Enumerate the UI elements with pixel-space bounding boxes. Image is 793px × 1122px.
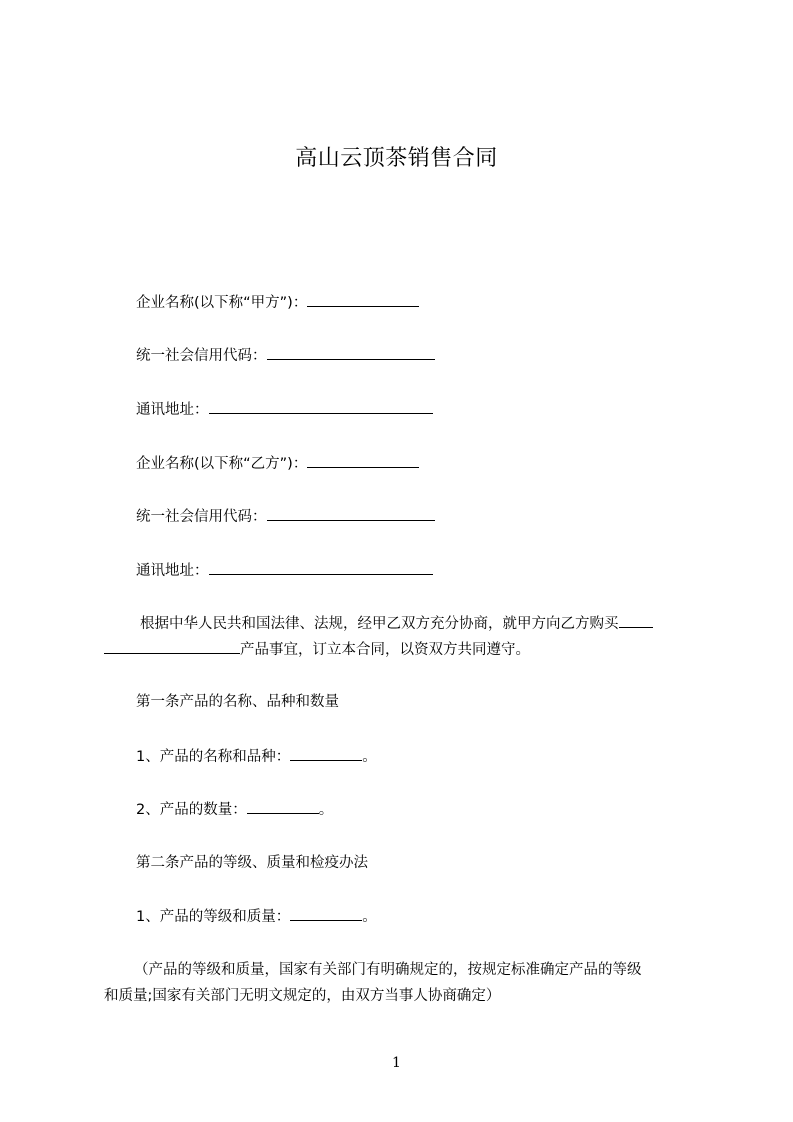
party-a-name-label: 企业名称(以下称“甲方”)： — [136, 295, 308, 311]
article-2-note-line-2: 和质量;国家有关部门无明文规定的，由双方当事人协商确定） — [104, 988, 501, 1004]
party-b-credit-field — [136, 506, 435, 527]
article-2-item-1 — [136, 906, 377, 927]
party-b-address-label: 通讯地址： — [136, 563, 209, 579]
preamble-text-2: 产品事宜，订立本合同，以资双方共同遵守。 — [240, 642, 530, 658]
party-a-credit-field — [136, 345, 435, 366]
article-1-item-2 — [136, 799, 333, 820]
preamble-text-1: 根据中华人民共和国法律、法规，经甲乙双方充分协商，就甲方向乙方购买 — [140, 616, 619, 632]
party-a-address-label: 通讯地址： — [136, 402, 209, 418]
party-a-name-blank[interactable] — [307, 292, 419, 307]
page-number: 1 — [392, 1055, 401, 1071]
party-b-name-blank[interactable] — [307, 453, 419, 468]
party-b-credit-blank[interactable] — [267, 506, 435, 521]
product-blank-part2[interactable] — [104, 639, 240, 654]
product-blank-part1[interactable] — [619, 613, 653, 628]
article-1-heading: 第一条产品的名称、品种和数量 — [136, 694, 339, 710]
party-a-credit-label: 统一社会信用代码： — [136, 348, 267, 364]
party-a-address-blank[interactable] — [209, 399, 433, 414]
article-1-item-1-label: 1、产品的名称和品种： — [136, 749, 291, 765]
party-b-address-field — [136, 560, 433, 581]
preamble-line-2 — [104, 639, 530, 660]
period: 。 — [362, 749, 377, 765]
article-2-item-1-label: 1、产品的等级和质量： — [136, 909, 291, 925]
party-a-name-field — [136, 292, 419, 313]
article-1-item-2-label: 2、产品的数量： — [136, 802, 247, 818]
party-b-credit-label: 统一社会信用代码： — [136, 509, 267, 525]
article-1-item-1 — [136, 746, 377, 767]
preamble-line-1 — [140, 613, 653, 634]
party-a-credit-blank[interactable] — [267, 345, 435, 360]
product-grade-blank[interactable] — [290, 906, 362, 921]
period: 。 — [318, 802, 334, 818]
party-a-address-field — [136, 399, 433, 420]
product-quantity-blank[interactable] — [247, 799, 319, 814]
contract-title: 高山云顶茶销售合同 — [295, 146, 498, 171]
product-name-blank[interactable] — [290, 746, 362, 761]
period: 。 — [362, 909, 377, 925]
party-b-name-label: 企业名称(以下称“乙方”)： — [136, 456, 308, 472]
article-2-note-line-1: （产品的等级和质量，国家有关部门有明确规定的，按规定标准确定产品的等级 — [134, 962, 642, 978]
party-b-address-blank[interactable] — [209, 560, 433, 575]
party-b-name-field — [136, 453, 419, 474]
article-2-heading: 第二条产品的等级、质量和检疫办法 — [136, 855, 368, 871]
